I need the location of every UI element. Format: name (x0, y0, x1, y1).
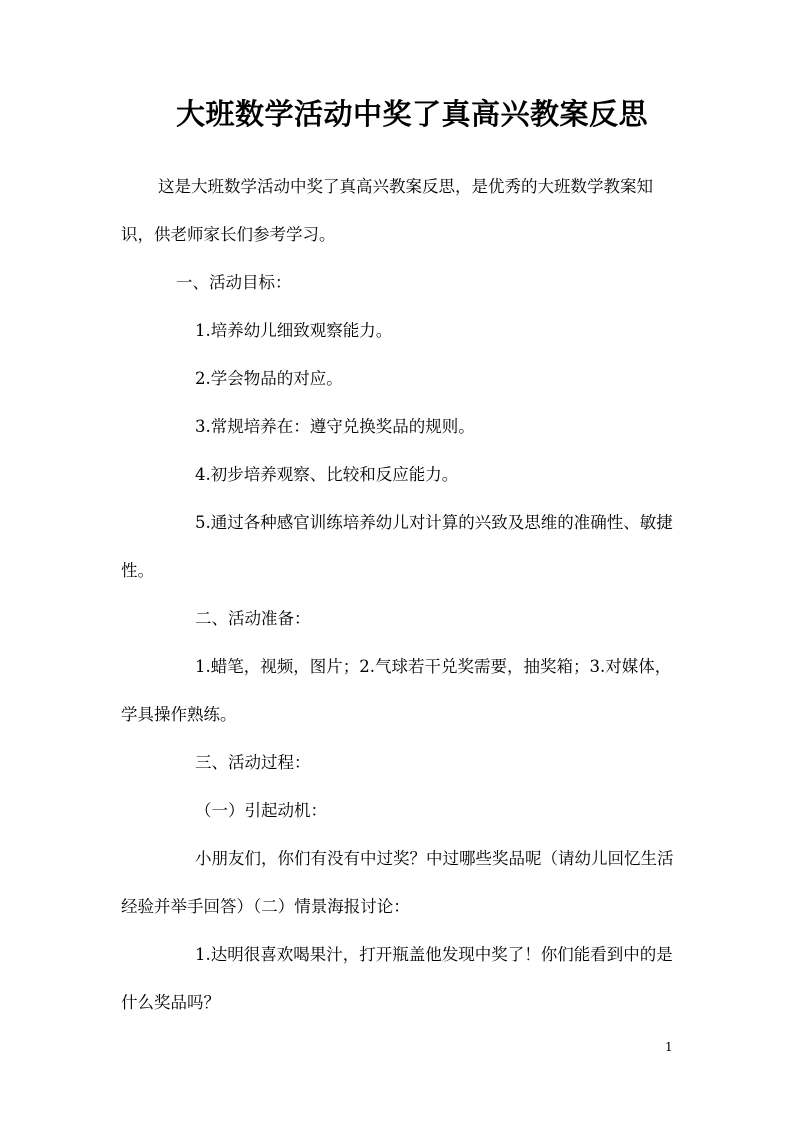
intro-paragraph: 这是大班数学活动中奖了真高兴教案反思，是优秀的大班数学教案知识，供老师家长们参考学习。 (121, 177, 653, 244)
objective-item-4: 4.初步培养观察、比较和反应能力。 (195, 465, 459, 484)
section-heading-process: 三、活动过程： (195, 753, 311, 772)
document-title: 大班数学活动中奖了真高兴教案反思 (175, 97, 648, 131)
section-heading-preparation: 二、活动准备： (195, 609, 311, 628)
discussion-item-1: 1.达明很喜欢喝果汁，打开瓶盖他发现中奖了！你们能看到中的是什么奖品吗？ (121, 945, 673, 1012)
page-number: 1 (665, 1040, 673, 1054)
section-heading-objectives: 一、活动目标： (176, 273, 292, 292)
objective-item-3: 3.常规培养在：遵守兑换奖品的规则。 (195, 417, 475, 436)
preparation-paragraph: 1.蜡笔，视频，图片；2.气球若干兑奖需要，抽奖箱；3.对媒体，学具操作熟练。 (121, 657, 672, 724)
motivation-paragraph: 小朋友们，你们有没有中过奖？中过哪些奖品呢（请幼儿回忆生活经验并举手回答）（二）情景海报讨论： (121, 849, 674, 916)
objective-item-5: 5.通过各种感官训练培养幼儿对计算的兴致及思维的准确性、敏捷性。 (121, 513, 673, 580)
objective-item-1: 1.培养幼儿细致观察能力。 (195, 321, 393, 340)
subsection-heading-motivation: （一）引起动机： (195, 801, 327, 820)
objective-item-2: 2.学会物品的对应。 (195, 369, 343, 388)
